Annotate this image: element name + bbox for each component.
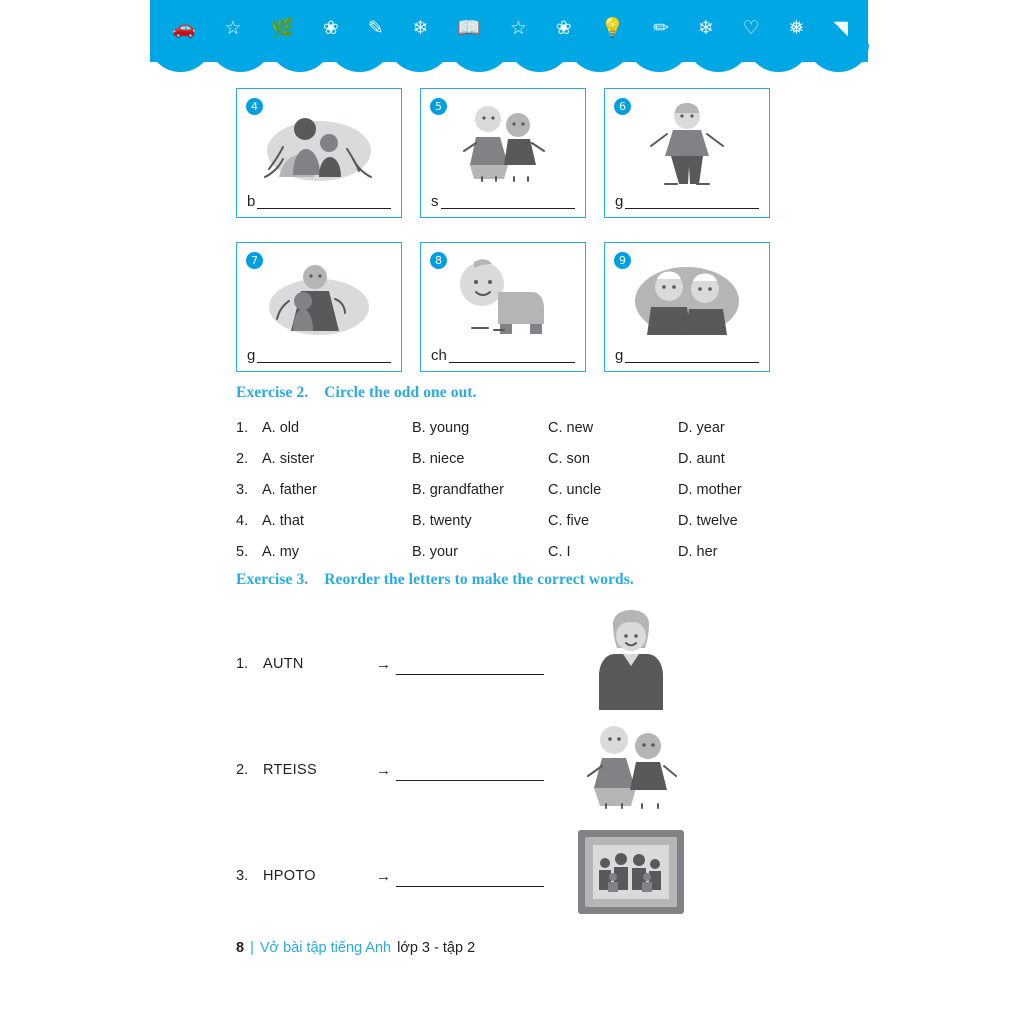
picture-word-grid — [236, 88, 792, 396]
exercise-2-number: Exercise 2. — [236, 384, 309, 401]
star-icon: ☆ — [509, 17, 527, 39]
star-icon: ☆ — [224, 17, 242, 39]
card-answer-9[interactable] — [615, 348, 759, 363]
answer-prefix: ch — [431, 347, 447, 364]
option-c[interactable]: C. son — [548, 451, 590, 467]
option-b[interactable]: B. niece — [412, 451, 465, 467]
exercise-2-title: Circle the odd one out. — [324, 384, 477, 401]
picture-card-4[interactable] — [236, 88, 402, 218]
card-answer-5[interactable] — [431, 194, 575, 209]
option-b[interactable]: B. twenty — [412, 513, 472, 529]
answer-blank[interactable] — [257, 349, 391, 363]
picture-word-row — [236, 242, 792, 372]
butterfly-icon: ❀ — [555, 17, 572, 39]
option-a[interactable]: A. my — [262, 544, 300, 560]
exercise-3-heading — [236, 571, 634, 589]
page-footer — [236, 940, 475, 956]
option-c[interactable]: C. uncle — [548, 482, 602, 498]
table-row[interactable] — [236, 443, 796, 474]
answer-blank[interactable] — [441, 195, 576, 209]
card-number: 6 — [614, 98, 631, 115]
answer-prefix: g — [615, 193, 624, 210]
snowflake-icon: ❅ — [788, 17, 805, 39]
banner-icon-strip — [160, 8, 860, 48]
arrow-icon: → — [376, 762, 391, 779]
grandparents-couple-illustration — [605, 251, 769, 343]
arrow-icon: → — [376, 868, 391, 885]
leaf-icon: 🌿 — [270, 17, 295, 39]
answer-blank[interactable] — [257, 195, 391, 209]
page-number: 8 — [236, 940, 245, 956]
option-c[interactable]: C. new — [548, 420, 594, 436]
balloon-icon: ♡ — [742, 17, 760, 39]
answer-blank[interactable] — [625, 195, 759, 209]
option-d[interactable]: D. twelve — [678, 513, 738, 529]
card-answer-7[interactable] — [247, 348, 391, 363]
option-a[interactable]: A. father — [262, 482, 317, 498]
scrambled-word: HPOTO — [263, 868, 316, 884]
triangle-ruler-icon: ◥ — [833, 17, 848, 39]
picture-card-9[interactable] — [604, 242, 770, 372]
crawling-baby-illustration — [421, 251, 585, 343]
pencil-icon: ✎ — [367, 17, 384, 39]
option-c[interactable]: C. five — [548, 513, 590, 529]
footer-book-title: Vở bài tập tiếng Anh — [259, 940, 392, 956]
banner-scallops — [150, 44, 868, 72]
row-index: 3. — [236, 482, 249, 498]
option-c[interactable]: C. I — [548, 544, 571, 560]
reorder-item-2 — [236, 716, 796, 822]
picture-word-row — [236, 88, 792, 218]
arrow-icon: → — [376, 656, 391, 673]
exercise-3-number: Exercise 3. — [236, 571, 309, 588]
picture-card-6[interactable] — [604, 88, 770, 218]
card-answer-6[interactable] — [615, 194, 759, 209]
grandmother-and-child-illustration — [237, 251, 401, 343]
option-d[interactable]: D. her — [678, 544, 718, 560]
lightbulb-icon: 💡 — [600, 17, 625, 39]
option-a[interactable]: A. old — [262, 420, 300, 436]
answer-prefix: g — [247, 347, 256, 364]
table-row[interactable] — [236, 412, 796, 443]
option-d[interactable]: D. aunt — [678, 451, 725, 467]
footer-book-volume: lớp 3 - tập 2 — [397, 940, 476, 956]
snowflake-icon: ❄ — [697, 17, 714, 39]
exercise-2-options-table — [236, 412, 796, 567]
row-index: 1. — [236, 420, 249, 436]
table-row[interactable] — [236, 536, 796, 567]
row-index: 3. — [236, 868, 249, 884]
two-sisters-illustration — [421, 97, 585, 189]
butterfly-icon: ❀ — [322, 17, 339, 39]
answer-prefix: b — [247, 193, 256, 210]
answer-blank[interactable] — [396, 886, 544, 887]
reorder-item-1 — [236, 610, 796, 716]
card-number: 8 — [430, 252, 447, 269]
answer-prefix: s — [431, 193, 439, 210]
row-index: 1. — [236, 656, 249, 672]
card-number: 5 — [430, 98, 447, 115]
option-d[interactable]: D. year — [678, 420, 725, 436]
card-number: 9 — [614, 252, 631, 269]
row-index: 5. — [236, 544, 249, 560]
scrambled-word: RTEISS — [263, 762, 317, 778]
answer-blank[interactable] — [449, 349, 575, 363]
row-index: 2. — [236, 762, 249, 778]
option-d[interactable]: D. mother — [678, 482, 742, 498]
book-icon: 📖 — [457, 17, 481, 39]
card-number: 7 — [246, 252, 263, 269]
reorder-item-3 — [236, 822, 796, 928]
grandfather-illustration — [605, 97, 769, 189]
picture-card-7[interactable] — [236, 242, 402, 372]
option-b[interactable]: B. young — [412, 420, 470, 436]
exercise-3-title: Reorder the letters to make the correct words. — [324, 571, 634, 588]
answer-prefix: g — [615, 347, 624, 364]
car-icon: 🚗 — [172, 17, 196, 39]
option-a[interactable]: A. sister — [262, 451, 315, 467]
answer-blank[interactable] — [396, 674, 544, 675]
table-row[interactable] — [236, 474, 796, 505]
card-number: 4 — [246, 98, 263, 115]
two-sisters-illustration — [566, 716, 696, 816]
row-index: 4. — [236, 513, 249, 529]
picture-card-8[interactable] — [420, 242, 586, 372]
scrambled-word: AUTN — [263, 656, 304, 672]
parent-hugging-child-illustration — [237, 97, 401, 189]
exercise-3-items — [236, 610, 796, 928]
answer-blank[interactable] — [625, 349, 759, 363]
table-row[interactable] — [236, 505, 796, 536]
footer-separator: | — [250, 940, 254, 956]
framed-family-photo-illustration — [566, 822, 696, 922]
option-b[interactable]: B. grandfather — [412, 482, 504, 498]
option-a[interactable]: A. that — [262, 513, 304, 529]
aunt-portrait-illustration — [566, 610, 696, 710]
snowflake-icon: ❄ — [412, 17, 429, 39]
picture-card-5[interactable] — [420, 88, 586, 218]
answer-blank[interactable] — [396, 780, 544, 781]
pencil-icon: ✏ — [653, 17, 669, 39]
option-b[interactable]: B. your — [412, 544, 458, 560]
exercise-2-heading — [236, 384, 477, 402]
card-answer-4[interactable] — [247, 194, 391, 209]
row-index: 2. — [236, 451, 249, 467]
card-answer-8[interactable] — [431, 348, 575, 363]
